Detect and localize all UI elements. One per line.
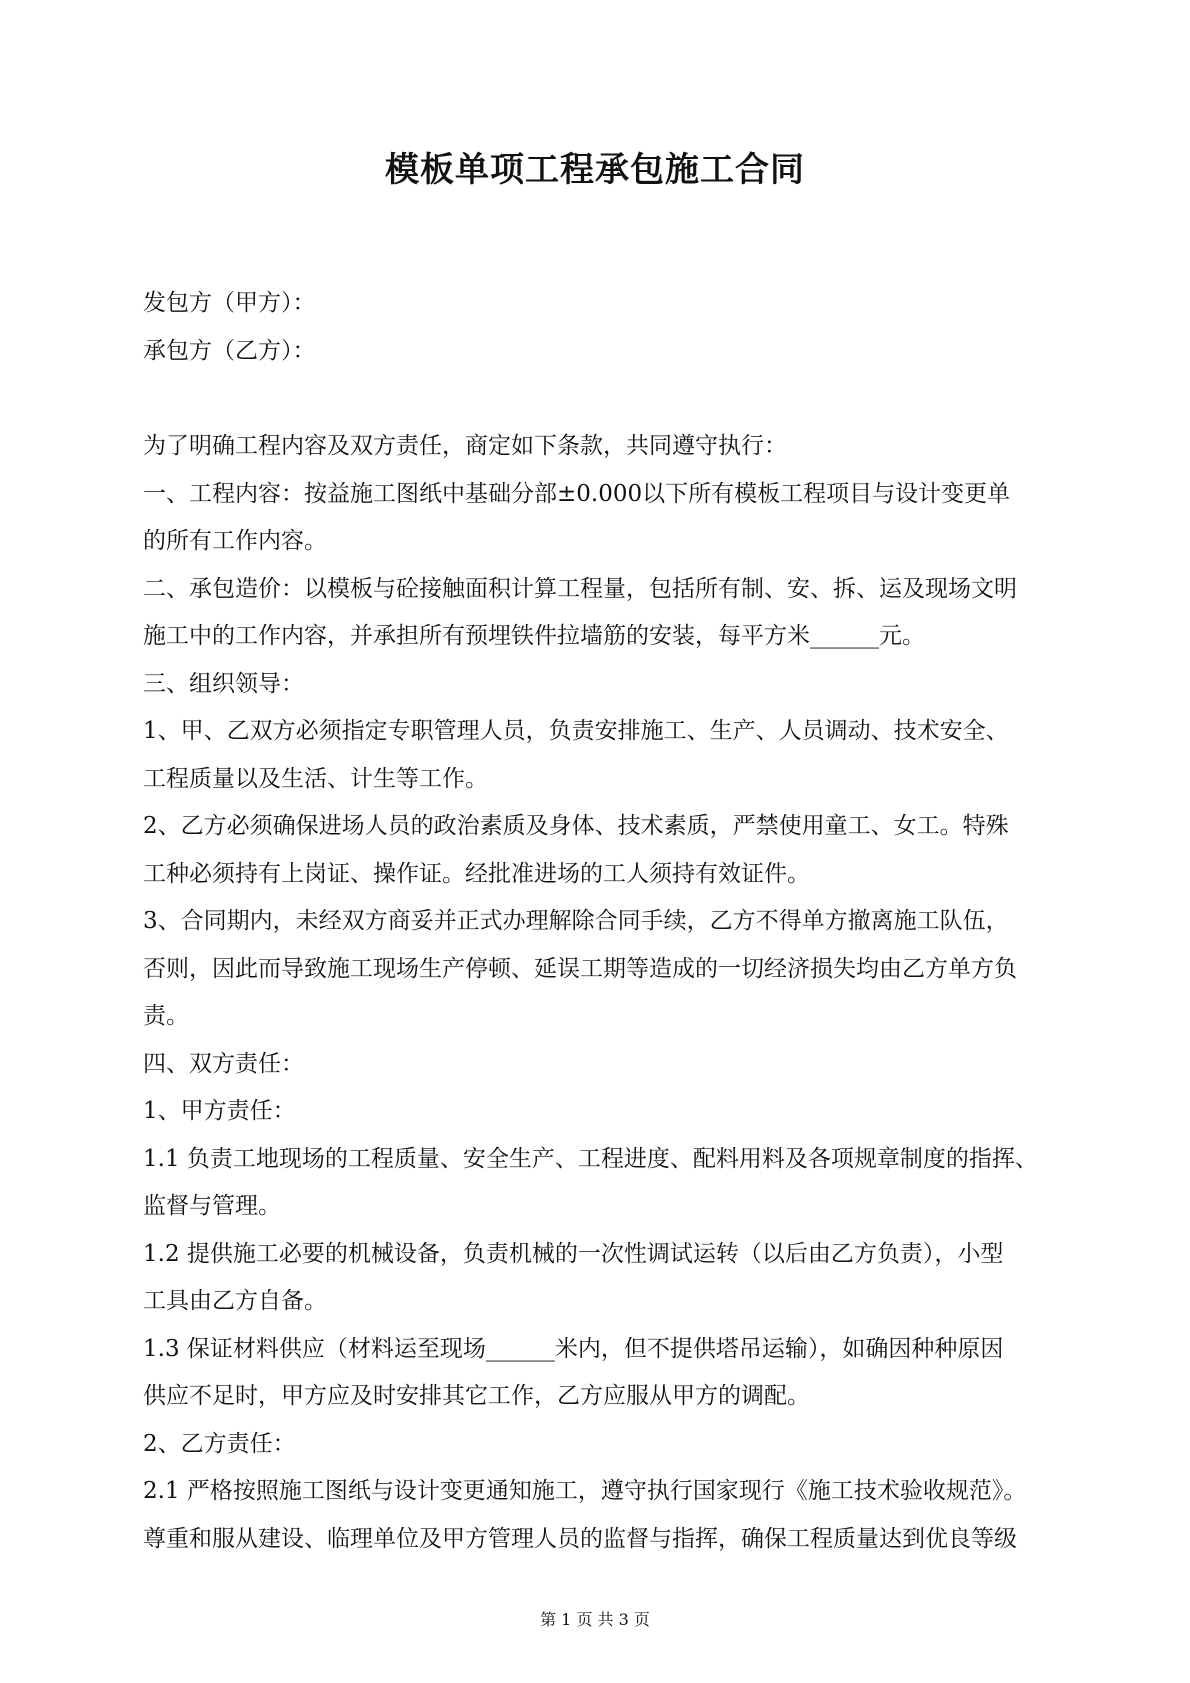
body-line: 三、组织领导： [143, 670, 304, 697]
body-line: 1.3 保证材料供应（材料运至现场______米内，但不提供塔吊运输），如确因种种原因 [143, 1335, 1004, 1362]
body-line: 工程质量以及生活、计生等工作。 [143, 765, 488, 792]
body-line: 二、承包造价：以模板与砼接触面积计算工程量，包括所有制、安、拆、运及现场文明 [143, 575, 1017, 602]
body-line: 工具由乙方自备。 [143, 1288, 327, 1314]
body-line: 1.2 提供施工必要的机械设备，负责机械的一次性调试运转（以后由乙方负责），小型 [143, 1240, 1004, 1267]
body-line: 否则，因此而导致施工现场生产停顿、延误工期等造成的一切经济损失均由乙方单方负 [143, 955, 1017, 982]
body-line: 责。 [143, 1003, 189, 1029]
party-b-line: 承包方（乙方）： [143, 337, 316, 364]
body-line: 一、工程内容：按益施工图纸中基础分部±0.000以下所有模板工程项目与设计变更单 [143, 480, 1011, 507]
body-line: 的所有工作内容。 [143, 528, 327, 554]
body-line: 1.1 负责工地现场的工程质量、安全生产、工程进度、配料用料及各项规章制度的指挥、 [143, 1145, 1038, 1172]
body-line: 为了明确工程内容及双方责任，商定如下条款，共同遵守执行： [143, 433, 787, 459]
body-line: 2、乙方责任： [143, 1430, 296, 1457]
paragraph-gap [143, 375, 1060, 423]
body-line: 3、合同期内，未经双方商妥并正式办理解除合同手续，乙方不得单方撤离施工队伍， [143, 908, 1009, 934]
document-title: 模板单项工程承包施工合同 [385, 150, 805, 190]
party-a-line: 发包方（甲方）： [143, 290, 316, 316]
document-body [143, 280, 1060, 1563]
body-line: 尊重和服从建设、临理单位及甲方管理人员的监督与指挥，确保工程质量达到优良等级 [143, 1525, 1017, 1552]
body-line: 1、甲、乙双方必须指定专职管理人员，负责安排施工、生产、人员调动、技术安全、 [143, 718, 1009, 744]
page-number-footer: 第 1 页 共 3 页 [540, 1610, 650, 1629]
body-line: 2、乙方必须确保进场人员的政治素质及身体、技术素质，严禁使用童工、女工。特殊 [143, 813, 1009, 839]
body-line: 1、甲方责任： [143, 1098, 296, 1124]
body-line: 供应不足时，甲方应及时安排其它工作，乙方应服从甲方的调配。 [143, 1383, 810, 1409]
body-line: 2.1 严格按照施工图纸与设计变更通知施工，遵守执行国家现行《施工技术验收规范》。 [143, 1478, 1027, 1504]
body-line: 四、双方责任： [143, 1050, 304, 1077]
body-line: 监督与管理。 [143, 1193, 281, 1219]
body-line: 施工中的工作内容，并承担所有预埋铁件拉墙筋的安装，每平方米______元。 [143, 623, 925, 649]
body-line: 工种必须持有上岗证、操作证。经批准进场的工人须持有效证件。 [143, 860, 810, 887]
